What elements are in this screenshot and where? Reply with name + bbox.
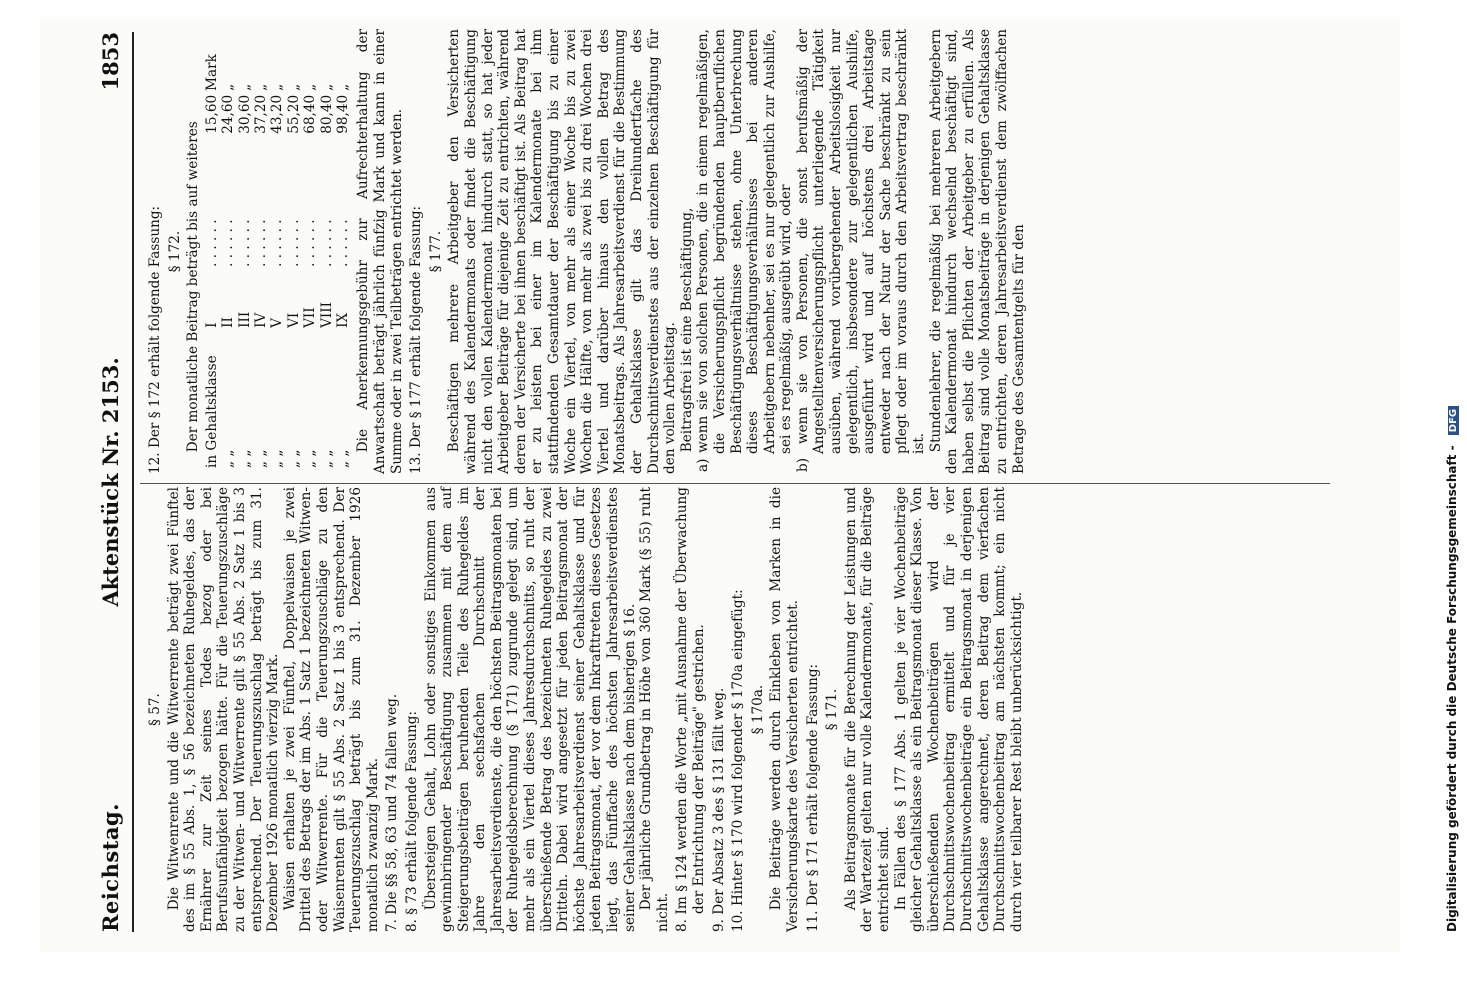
numbered-item: 12. Der § 172 erhält folgende Fassung: xyxy=(147,205,163,474)
table-row xyxy=(335,40,351,470)
page-header xyxy=(98,32,128,932)
paragraph: Die Beiträge werden durch Einkleben von Marken in die Versicherungskarte des Versicherten entrichtet. xyxy=(768,487,801,932)
class-unit: „ xyxy=(335,83,352,91)
class-amount: 15,60 xyxy=(203,94,220,134)
class-amount: 80,40 xyxy=(318,94,335,134)
leader-dots: . . . . . . xyxy=(236,219,253,267)
class-prefix: „ „ xyxy=(220,449,237,468)
list-item: b) wenn sie von Personen, die sonst berufsmäßig der Angestelltenversicherungspflicht unterliegende Tätigkeit ausüben, während vorübergehender Arbeitslosigkeit nur gelegentlich, insbesondere zur gelegentlichen Aushilfe, ausgeführt wird und auf höchstens drei Arbeitstage entweder nach der Natur der Sache beschränkt zu sein pflegt oder im voraus durch den Arbeitsvertrag beschränkt ist. xyxy=(794,29,928,472)
class-prefix: in Gehaltsklasse xyxy=(203,355,220,468)
class-roman: II xyxy=(220,317,237,328)
class-prefix: „ „ xyxy=(253,449,269,468)
section-heading: § 170a. xyxy=(749,684,766,735)
numbered-item: 9. Der Absatz 3 des § 131 fällt weg. xyxy=(710,687,727,932)
leader-dots: . . . . . . xyxy=(220,219,237,267)
header-left-title: Reichstag. xyxy=(98,803,123,932)
header-rule xyxy=(132,32,134,932)
table-row xyxy=(302,40,318,470)
paragraph: Stundenlehrer, die regelmäßig bei mehreren Arbeitgebern den Kalendermonat hindurch wechselnd beschäftigt sind, haben selbst die Pflichten der Arbeitgeber zu erfüllen. Als Beitrag sind volle Monatsbeiträge in derjenigen Gehaltsklasse zu entrichten, deren Jahresarbeitsverdienst dem zwölffachen Betrage des Gesamtentgelts für den xyxy=(927,29,1027,474)
class-roman: I xyxy=(203,322,220,328)
section-heading: § 171. xyxy=(824,688,841,731)
dfg-logo: DFG xyxy=(1448,406,1459,435)
class-amount: 98,40 xyxy=(335,94,352,134)
numbered-item: 10. Hinter § 170 wird folgender § 170a eingefügt: xyxy=(730,589,747,932)
paragraph: Waisen erhalten je zwei Fünftel, Doppelwaisen je zwei Drittel des Betrags der im Abs. 1 Satz 1 bezeichneten Witwen- oder Witwerrente. Für die Teuerungszuschläge zu den Waisenrenten gilt § 55 Abs. 2 Satz 1 bis 3 entsprechend. Der Teuerungszuschlag beträgt bis zum 31. Dezember 1926 monatlich zwanzig Mark. xyxy=(281,487,381,932)
paragraph: Beitragsfrei ist eine Beschäftigung, xyxy=(678,207,695,453)
column-divider xyxy=(140,483,1330,484)
left-column xyxy=(144,487,1334,932)
class-roman: VI xyxy=(285,312,302,328)
class-unit: „ xyxy=(302,83,319,91)
leader-dots: . . . . . . xyxy=(203,219,220,267)
leader-dots: . . . . . . xyxy=(318,219,335,267)
document-page xyxy=(40,17,1459,952)
table-row xyxy=(220,40,236,470)
class-unit: Mark xyxy=(203,54,220,91)
paragraph: Übersteigen Gehalt, Lohn oder sonstiges Einkommen aus gewinnbringender Beschäftigung zusammen mit dem auf Steigerungsbeiträgen beruhenden Teile des Ruhegeldes im Jahre den sechsfachen Durchschnitt der Jahresarbeitsverdienste, die den höchsten Beitragsmonaten bei der Ruhegeldsberechnung (§ 171) zugrunde gelegt sind, um mehr als ein Viertel dieses Jahresdurchschnitts, so ruht der überschießende Betrag des bezeichneten Ruhegeldes zu zwei Dritteln. Dabei wird angesetzt für jeden Beitragsmonat der höchste Jahresarbeitsverdienst seiner Gehaltsklasse und für jeden Beitragsmonat, der vor dem Inkrafttreten dieses Gesetzes liegt, das Fünffache des höchsten Jahresarbeitsverdienstes seiner Gehaltsklasse nach dem bisherigen § 16. xyxy=(422,487,638,932)
class-unit: „ xyxy=(236,83,253,91)
class-unit: „ xyxy=(318,83,335,91)
header-center-title: Aktenstück Nr. 2153. xyxy=(98,357,123,607)
numbered-item: 7. Die §§ 58, 63 und 74 fallen weg. xyxy=(384,693,401,932)
leader-dots: . . . . . . xyxy=(253,219,269,267)
numbered-item: 11. Der § 171 erhält folgende Fassung: xyxy=(804,663,821,932)
class-amount: 43,20 xyxy=(269,94,286,134)
class-unit: „ xyxy=(269,83,286,91)
table-row xyxy=(237,40,253,470)
digitization-footer xyxy=(1445,0,1467,932)
list-item: a) wenn sie von solchen Personen, die in einem regelmäßigen, die Versicherungspflicht begründenden hauptberuflichen Beschäftigungsverhältnisse stehen, ohne Unterbrechung dieses Beschäftigungsverhältnisses bei anderen Arbeitgebern nebenher, sei es nur gelegentlich zur Aushilfe, sei es regelmäßig, ausgeübt wird, oder xyxy=(695,29,795,472)
class-prefix: „ „ xyxy=(269,449,286,468)
page-number: 1853 xyxy=(98,32,123,91)
class-unit: „ xyxy=(285,83,302,91)
class-roman: III xyxy=(236,311,253,328)
class-amount: 68,40 xyxy=(302,94,319,134)
class-roman: IV xyxy=(253,312,269,328)
class-roman: IX xyxy=(335,312,352,328)
section-heading: § 172. xyxy=(166,230,183,273)
paragraph: Die Witwenrente und die Witwerrente beträgt zwei Fünftel des im § 55 Abs. 1, § 56 bezeichneten Ruhegeldes, das der Ernährer zur Zeit seines Todes bezog oder bei Berufsunfähigkeit bezogen hätte. Für die Teuerungszuschläge zu der Witwen- und Witwerrente gilt § 55 Abs. 2 Satz 1 bis 3 entsprechend. Der Teuerungszuschlag beträgt bis zum 31. Dezember 1926 monatlich vierzig Mark. xyxy=(165,487,282,932)
numbered-item: 8. § 73 erhält folgende Fassung: xyxy=(403,710,420,932)
class-amount: 37,20 xyxy=(253,94,269,134)
table-row xyxy=(204,40,220,470)
class-amount: 24,60 xyxy=(220,94,237,134)
class-amount: 55,20 xyxy=(285,94,302,134)
class-roman: V xyxy=(269,318,286,328)
class-roman: VIII xyxy=(318,301,335,328)
numbered-item: 8. Im § 124 werden die Worte „mit Ausnahme der Überwachung der Entrichtung der Beiträge" gestrichen. xyxy=(674,487,707,932)
leader-dots: . . . . . . xyxy=(269,219,286,267)
class-prefix: „ „ xyxy=(285,449,302,468)
paragraph: Die Anerkennungsgebühr zur Aufrechterhaltung der Anwartschaft beträgt jährlich fünfzig Mark und kann in einer Summe oder in zwei Teilbeträgen entrichtet werden. xyxy=(355,29,405,474)
leader-dots: . . . . . . xyxy=(285,219,302,267)
class-prefix: „ „ xyxy=(302,449,319,468)
numbered-item: 13. Der § 177 erhält folgende Fassung: xyxy=(408,205,425,474)
paragraph: Der jährliche Grundbetrag in Höhe von 360 Mark (§ 55) ruht nicht. xyxy=(638,487,671,932)
section-heading: § 177. xyxy=(427,230,444,273)
table-row xyxy=(269,40,285,470)
paragraph: Als Beitragsmonate für die Berechnung der Leistungen und der Wartezeit gelten nur volle Kalendermonate, für die Beiträge entrichtet sind. xyxy=(842,487,892,932)
table-row xyxy=(253,40,269,470)
digitization-note: Digitalisierung gefördert durch die Deutsche Forschungsgemeinschaft - xyxy=(1445,445,1459,932)
class-prefix: „ „ xyxy=(318,449,335,468)
paragraph: Beschäftigen mehrere Arbeitgeber den Versicherten während des Kalendermonats oder findet die Beschäftigung nicht den vollen Kalendermonat hindurch statt, so hat jeder Arbeitgeber Beiträge für diejenige Zeit zu entrichten, während deren der Versicherte bei ihnen beschäftigt ist. Als Beitrag hat er zu leisten bei einer im Kalendermonate bei ihm stattfindenden Gesamtdauer der Beschäftigung bis zu einer Woche ein Viertel, von mehr als einer Woche bis zu zwei Wochen die Hälfte, von mehr als zwei bis zu drei Wochen drei Viertel und darüber hinaus den vollen Betrag des Monatsbeitrags. Als Jahresarbeitsverdienst für die Bestimmung der Gehaltsklasse gilt das Dreihundertfache des Durchschnittsverdienstes aus der einzelnen Beschäftigung für den vollen Arbeitstag. xyxy=(446,29,679,474)
class-roman: VII xyxy=(302,307,319,328)
class-prefix: „ „ xyxy=(335,449,352,468)
leader-dots: . . . . . . xyxy=(335,219,352,267)
class-prefix: „ „ xyxy=(236,449,253,468)
table-row xyxy=(286,40,302,470)
table-row xyxy=(319,40,335,470)
section-heading: § 57. xyxy=(147,693,163,726)
right-column xyxy=(144,29,1334,474)
class-amount: 30,60 xyxy=(236,94,253,134)
class-unit: „ xyxy=(220,83,237,91)
leader-dots: . . . . . . xyxy=(302,219,319,267)
paragraph: In Fällen des § 177 Abs. 1 gelten je vier Wochenbeiträge gleicher Gehaltsklasse als ein Beitragsmonat dieser Klasse. Von überschießenden Wochenbeiträgen wird der Durchschnittswochenbeitrag ermittelt und für je vier Durchschnittswochenbeiträge ein Beitragsmonat in derjenigen Gehaltsklasse angerechnet, deren Beitrag dem vierfachen Durchschnittswochenbeitrag am nächsten kommt; ein nicht durch vier teilbarer Rest bleibt unberücksichtigt. xyxy=(892,487,1025,932)
contribution-table xyxy=(204,40,352,470)
paragraph: Der monatliche Beitrag beträgt bis auf weiteres xyxy=(185,121,202,453)
class-unit: „ xyxy=(253,83,269,91)
